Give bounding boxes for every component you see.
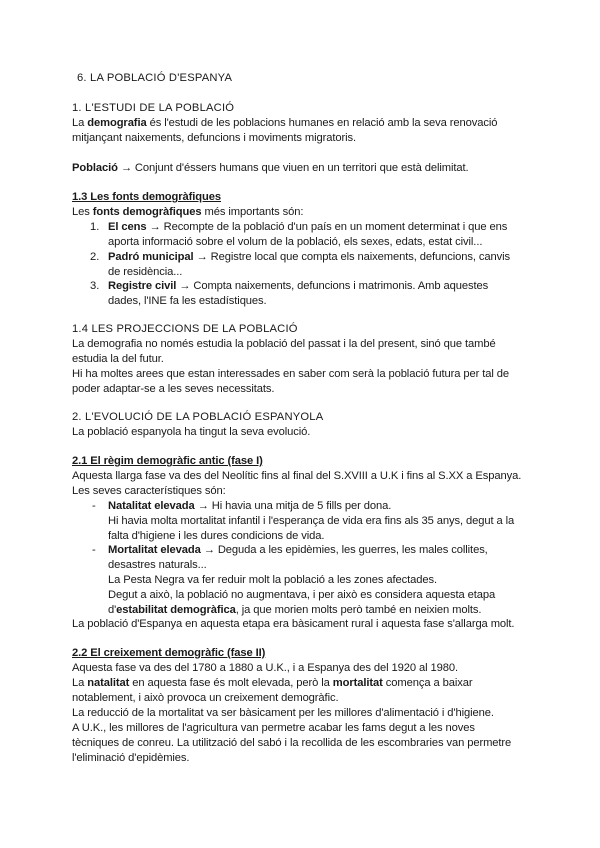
paragraph-line: La demografia no només estudia la població del passat i la del present, sinó que també [72, 338, 496, 350]
paragraph-line: notablement, i això provoca un creixement demogràfic. [72, 692, 339, 704]
section-2-2-heading: 2.2 El creixement demogràfic (fase II) [72, 647, 266, 659]
bullet-continuation: Degut a això, la població no augmentava, i per això es considera aquesta etapa [108, 589, 496, 601]
list-item: Padró municipal → Registre local que compta els naixements, defuncions, canvis [108, 251, 510, 263]
section-2-heading: 2. L'EVOLUCIÓ DE LA POBLACIÓ ESPANYOLA [72, 411, 324, 423]
paragraph-line: mitjançant naixements, defuncions i moviments migratoris. [72, 132, 357, 144]
paragraph-line: La natalitat en aquesta fase és molt elevada, però la mortalitat comença a baixar [72, 677, 473, 689]
paragraph-line: Les seves característiques són: [72, 485, 226, 497]
section-1-heading: 1. L'ESTUDI DE LA POBLACIÓ [72, 102, 235, 114]
bullet-continuation: Hi havia molta mortalitat infantil i l'esperança de vida era fins als 35 anys, degut a la [108, 515, 515, 527]
paragraph-line: Població → Conjunt d'éssers humans que viuen en un territori que està delimitat. [72, 162, 469, 174]
paragraph-line: La reducció de la mortalitat va ser bàsicament per les millores d'alimentació i d'higiene. [72, 707, 494, 719]
bullet-item: Mortalitat elevada → Deguda a les epidèmies, les guerres, les males collites, [108, 544, 488, 556]
bullet-continuation: desastres naturals... [108, 559, 207, 571]
paragraph-line: tècniques de conreu. La utilització del sabó i la recollida de les escombraries van permetre [72, 737, 512, 749]
paragraph-line: Hi ha moltes arees que estan interessades en saber com serà la població futura per tal de [72, 368, 509, 380]
list-item-continuation: aporta informació sobre el volum de la població, els sexes, edats, estat civil... [108, 236, 483, 248]
paragraph-line: estudia la del futur. [72, 353, 164, 365]
paragraph-line: Les fonts demogràfiques més importants són: [72, 206, 304, 218]
bullet-continuation: d'estabilitat demogràfica, ja que morien molts però també en neixien molts. [108, 604, 482, 616]
section-1-3-heading: 1.3 Les fonts demogràfiques [72, 191, 221, 203]
section-1-4-heading: 1.4 LES PROJECCIONS DE LA POBLACIÓ [72, 323, 298, 335]
bullet-dash: - [92, 544, 96, 556]
list-number: 2. [90, 251, 100, 263]
paragraph-line: l'eliminació d'epidèmies. [72, 752, 190, 764]
list-item: Registre civil → Compta naixements, defuncions i matrimonis. Amb aquestes [108, 280, 489, 292]
list-number: 3. [90, 280, 100, 292]
paragraph-line: La població espanyola ha tingut la seva evolució. [72, 426, 311, 438]
paragraph-line: Aquesta fase va des del 1780 a 1880 a U.K., i a Espanya des del 1920 al 1980. [72, 662, 459, 674]
list-item-continuation: dades, l'INE fa les estadístiques. [108, 295, 267, 307]
term-demografia: demografia [87, 117, 147, 129]
paragraph-line: A U.K., les millores de l'agricultura van permetre acabar les fams degut a les noves [72, 722, 475, 734]
bullet-dash: - [92, 500, 96, 512]
paragraph-line: La població d'Espanya en aquesta etapa era bàsicament rural i aquesta fase s'allarga molt. [72, 618, 515, 630]
list-number: 1. [90, 221, 100, 233]
bullet-continuation: La Pesta Negra va fer reduir molt la població a les zones afectades. [108, 574, 438, 586]
paragraph-line: poder adaptar-se a les seves necessitats. [72, 383, 275, 395]
list-item: El cens → Recompte de la població d'un país en un moment determinat i que ens [108, 221, 508, 233]
page-title: 6. LA POBLACIÓ D'ESPANYA [77, 72, 233, 84]
bullet-item: Natalitat elevada → Hi havia una mitja de 5 fills per dona. [108, 500, 392, 512]
bullet-continuation: falta d'higiene i les dures condicions de vida. [108, 530, 325, 542]
list-item-continuation: de residència... [108, 266, 183, 278]
paragraph-line: La demografia és l'estudi de les poblacions humanes en relació amb la seva renovació [72, 117, 498, 129]
paragraph-line: Aquesta llarga fase va des del Neolític fins al final del S.XVIII a U.K i fins al S.XX a Espanya. [72, 470, 522, 482]
section-2-1-heading: 2.1 El règim demogràfic antic (fase I) [72, 455, 263, 467]
term-poblacio: Població [72, 162, 118, 174]
